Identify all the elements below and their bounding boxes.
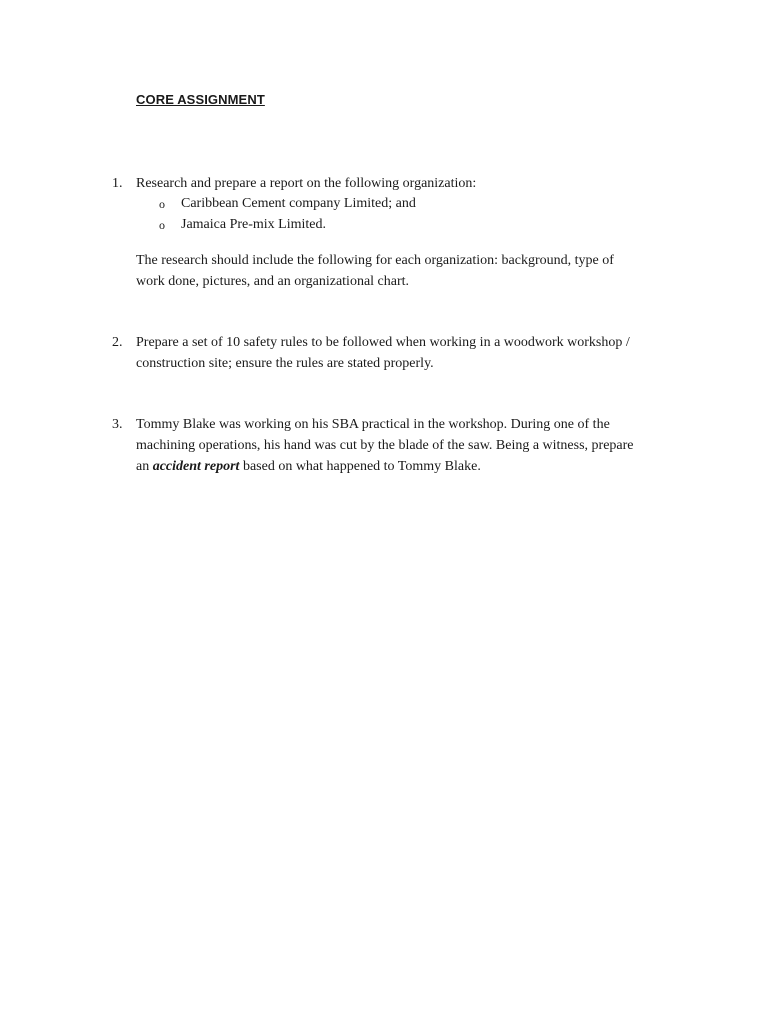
document-title: CORE ASSIGNMENT bbox=[136, 92, 265, 107]
item-3-line-1: Tommy Blake was working on his SBA practical in the workshop. During one of the bbox=[136, 417, 610, 432]
item-2-line-2: construction site; ensure the rules are stated properly. bbox=[136, 356, 434, 371]
item-1-followup-line-2: work done, pictures, and an organizational chart. bbox=[136, 274, 410, 289]
item-3-line-3-suffix: based on what happened to Tommy Blake. bbox=[239, 459, 481, 474]
item-2-number: 2. bbox=[112, 335, 123, 350]
item-3-line-2: machining operations, his hand was cut by the blade of the saw. Being a witness, prepare bbox=[136, 438, 634, 453]
item-3-line-3 bbox=[136, 456, 681, 477]
item-1-text: Research and prepare a report on the following organization: bbox=[136, 176, 477, 191]
bullet-item-jamaica-premix: Jamaica Pre-mix Limited. bbox=[181, 217, 327, 232]
item-2-line-1: Prepare a set of 10 safety rules to be followed when working in a woodwork workshop / bbox=[136, 335, 630, 350]
accident-report-emphasis: accident report bbox=[152, 459, 240, 474]
item-3-number: 3. bbox=[112, 417, 123, 432]
item-1-followup-line-1: The research should include the following for each organization: background, type of bbox=[136, 253, 614, 268]
bullet-marker: o bbox=[159, 197, 165, 211]
bullet-marker: o bbox=[159, 218, 165, 232]
bullet-item-caribbean-cement: Caribbean Cement company Limited; and bbox=[181, 196, 416, 211]
item-1-number: 1. bbox=[112, 176, 123, 191]
item-3-line-3-prefix: an bbox=[136, 459, 153, 474]
